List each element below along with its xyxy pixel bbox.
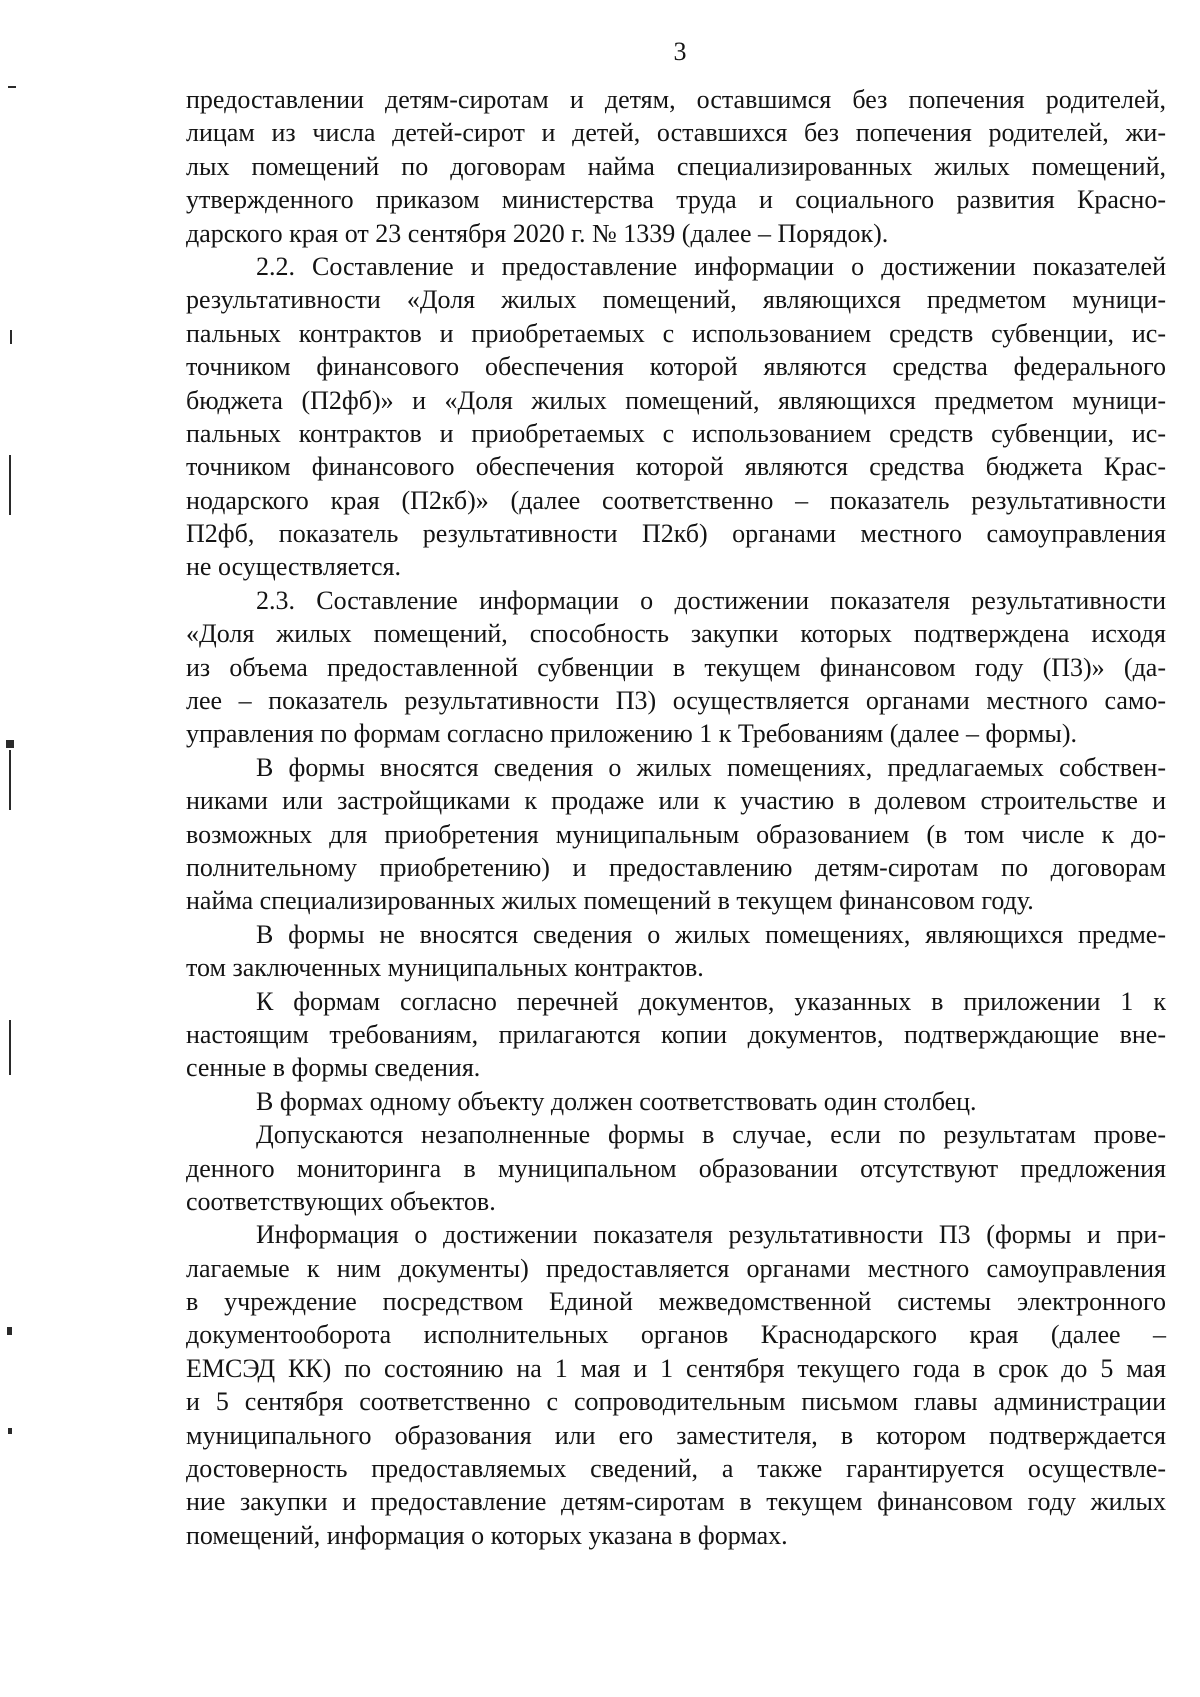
text-line: К формам согласно перечней документов, указанных в приложении 1 к — [256, 986, 1166, 1016]
text-line: возможных для приобретения муниципальным образованием (в том числе к до- — [186, 819, 1166, 849]
text-line: достоверность предоставляемых сведений, а также гарантируется осуществле- — [186, 1454, 1166, 1484]
scan-artifact — [9, 1020, 11, 1075]
scan-artifact — [10, 330, 12, 344]
text-line: «Доля жилых помещений, способность закупки которых подтверждена исходя — [186, 619, 1166, 649]
text-line: ЕМСЭД КК) по состоянию на 1 мая и 1 сентября текущего года в срок до 5 мая — [186, 1353, 1166, 1383]
text-line: Информация о достижении показателя результативности П3 (формы и при- — [256, 1220, 1166, 1250]
text-line: Допускаются незаполненные формы в случае, если по результатам прове- — [256, 1120, 1166, 1150]
text-line: точником финансового обеспечения которой являются средства федерального — [186, 352, 1166, 382]
text-line: 2.2. Составление и предоставление информации о достижении показателей — [256, 251, 1166, 281]
text-line: В формах одному объекту должен соответствовать один столбец. — [256, 1086, 977, 1116]
page-number: 3 — [673, 37, 687, 66]
text-line: помещений, информация о которых указана в формах. — [186, 1520, 788, 1550]
scan-artifact — [6, 740, 14, 748]
text-line: пальных контрактов и приобретаемых с использованием средств субвенции, ис- — [186, 418, 1166, 448]
text-line: 2.3. Составление информации о достижении показателя результативности — [256, 585, 1166, 615]
text-line: лых помещений по договорам найма специализированных жилых помещений, — [186, 151, 1166, 181]
text-line: не осуществляется. — [186, 552, 401, 582]
text-line: управления по формам согласно приложению 1 к Требованиям (далее – формы). — [186, 719, 1077, 749]
scan-artifact — [8, 86, 16, 88]
text-line: бюджета (П2фб)» и «Доля жилых помещений, являющихся предметом муници- — [186, 385, 1166, 415]
text-line: из объема предоставленной субвенции в текущем финансовом году (П3)» (да- — [186, 652, 1166, 682]
text-line: лагаемые к ним документы) предоставляется органами местного самоуправления — [186, 1253, 1166, 1283]
text-line: настоящим требованиям, прилагаются копии документов, подтверждающие вне- — [186, 1019, 1166, 1049]
text-line: дарского края от 23 сентября 2020 г. № 1339 (далее – Порядок). — [186, 218, 889, 248]
body-text — [186, 83, 1166, 1552]
text-line: документооборота исполнительных органов Краснодарского края (далее – — [186, 1320, 1166, 1350]
scan-artifact — [9, 455, 11, 515]
text-line: пальных контрактов и приобретаемых с использованием средств субвенции, ис- — [186, 318, 1166, 348]
text-line: лее – показатель результативности П3) осуществляется органами местного само- — [186, 686, 1166, 716]
scan-artifact — [8, 1428, 12, 1434]
text-line: и 5 сентября соответственно с сопроводительным письмом главы администрации — [186, 1387, 1166, 1417]
text-line: точником финансового обеспечения которой являются средства бюджета Крас- — [186, 452, 1166, 482]
text-line: в учреждение посредством Единой межведомственной системы электронного — [186, 1287, 1166, 1317]
text-line: денного мониторинга в муниципальном образовании отсутствуют предложения — [186, 1153, 1166, 1183]
text-line: том заключенных муниципальных контрактов. — [186, 953, 704, 983]
text-line: соответствующих объектов. — [186, 1186, 496, 1216]
text-line: нодарского края (П2кб)» (далее соответственно – показатель результативности — [186, 485, 1166, 515]
text-line: предоставлении детям-сиротам и детям, оставшимся без попечения родителей, — [186, 85, 1166, 114]
scan-artifact — [7, 1327, 12, 1335]
text-line: муниципального образования или его заместителя, в котором подтверждается — [186, 1420, 1166, 1450]
text-line: В формы вносятся сведения о жилых помещениях, предлагаемых собствен- — [256, 752, 1166, 782]
text-line: сенные в формы сведения. — [186, 1053, 481, 1083]
text-line: ние закупки и предоставление детям-сиротам в текущем финансовом году жилых — [186, 1487, 1166, 1517]
text-line: найма специализированных жилых помещений в текущем финансовом году. — [186, 886, 1034, 916]
text-line: В формы не вносятся сведения о жилых помещениях, являющихся предме- — [256, 919, 1166, 949]
text-line: утвержденного приказом министерства труда и социального развития Красно- — [186, 185, 1166, 215]
text-line: никами или застройщиками к продаже или к участию в долевом строительстве и — [186, 786, 1166, 816]
text-line: лицам из числа детей-сирот и детей, оставшихся без попечения родителей, жи- — [186, 118, 1166, 148]
text-line: полнительному приобретению) и предоставлению детям-сиротам по договорам — [186, 852, 1166, 882]
scan-artifact — [9, 750, 11, 810]
text-line: П2фб, показатель результативности П2кб) органами местного самоуправления — [186, 519, 1166, 549]
text-line: результативности «Доля жилых помещений, являющихся предметом муници- — [186, 285, 1166, 315]
